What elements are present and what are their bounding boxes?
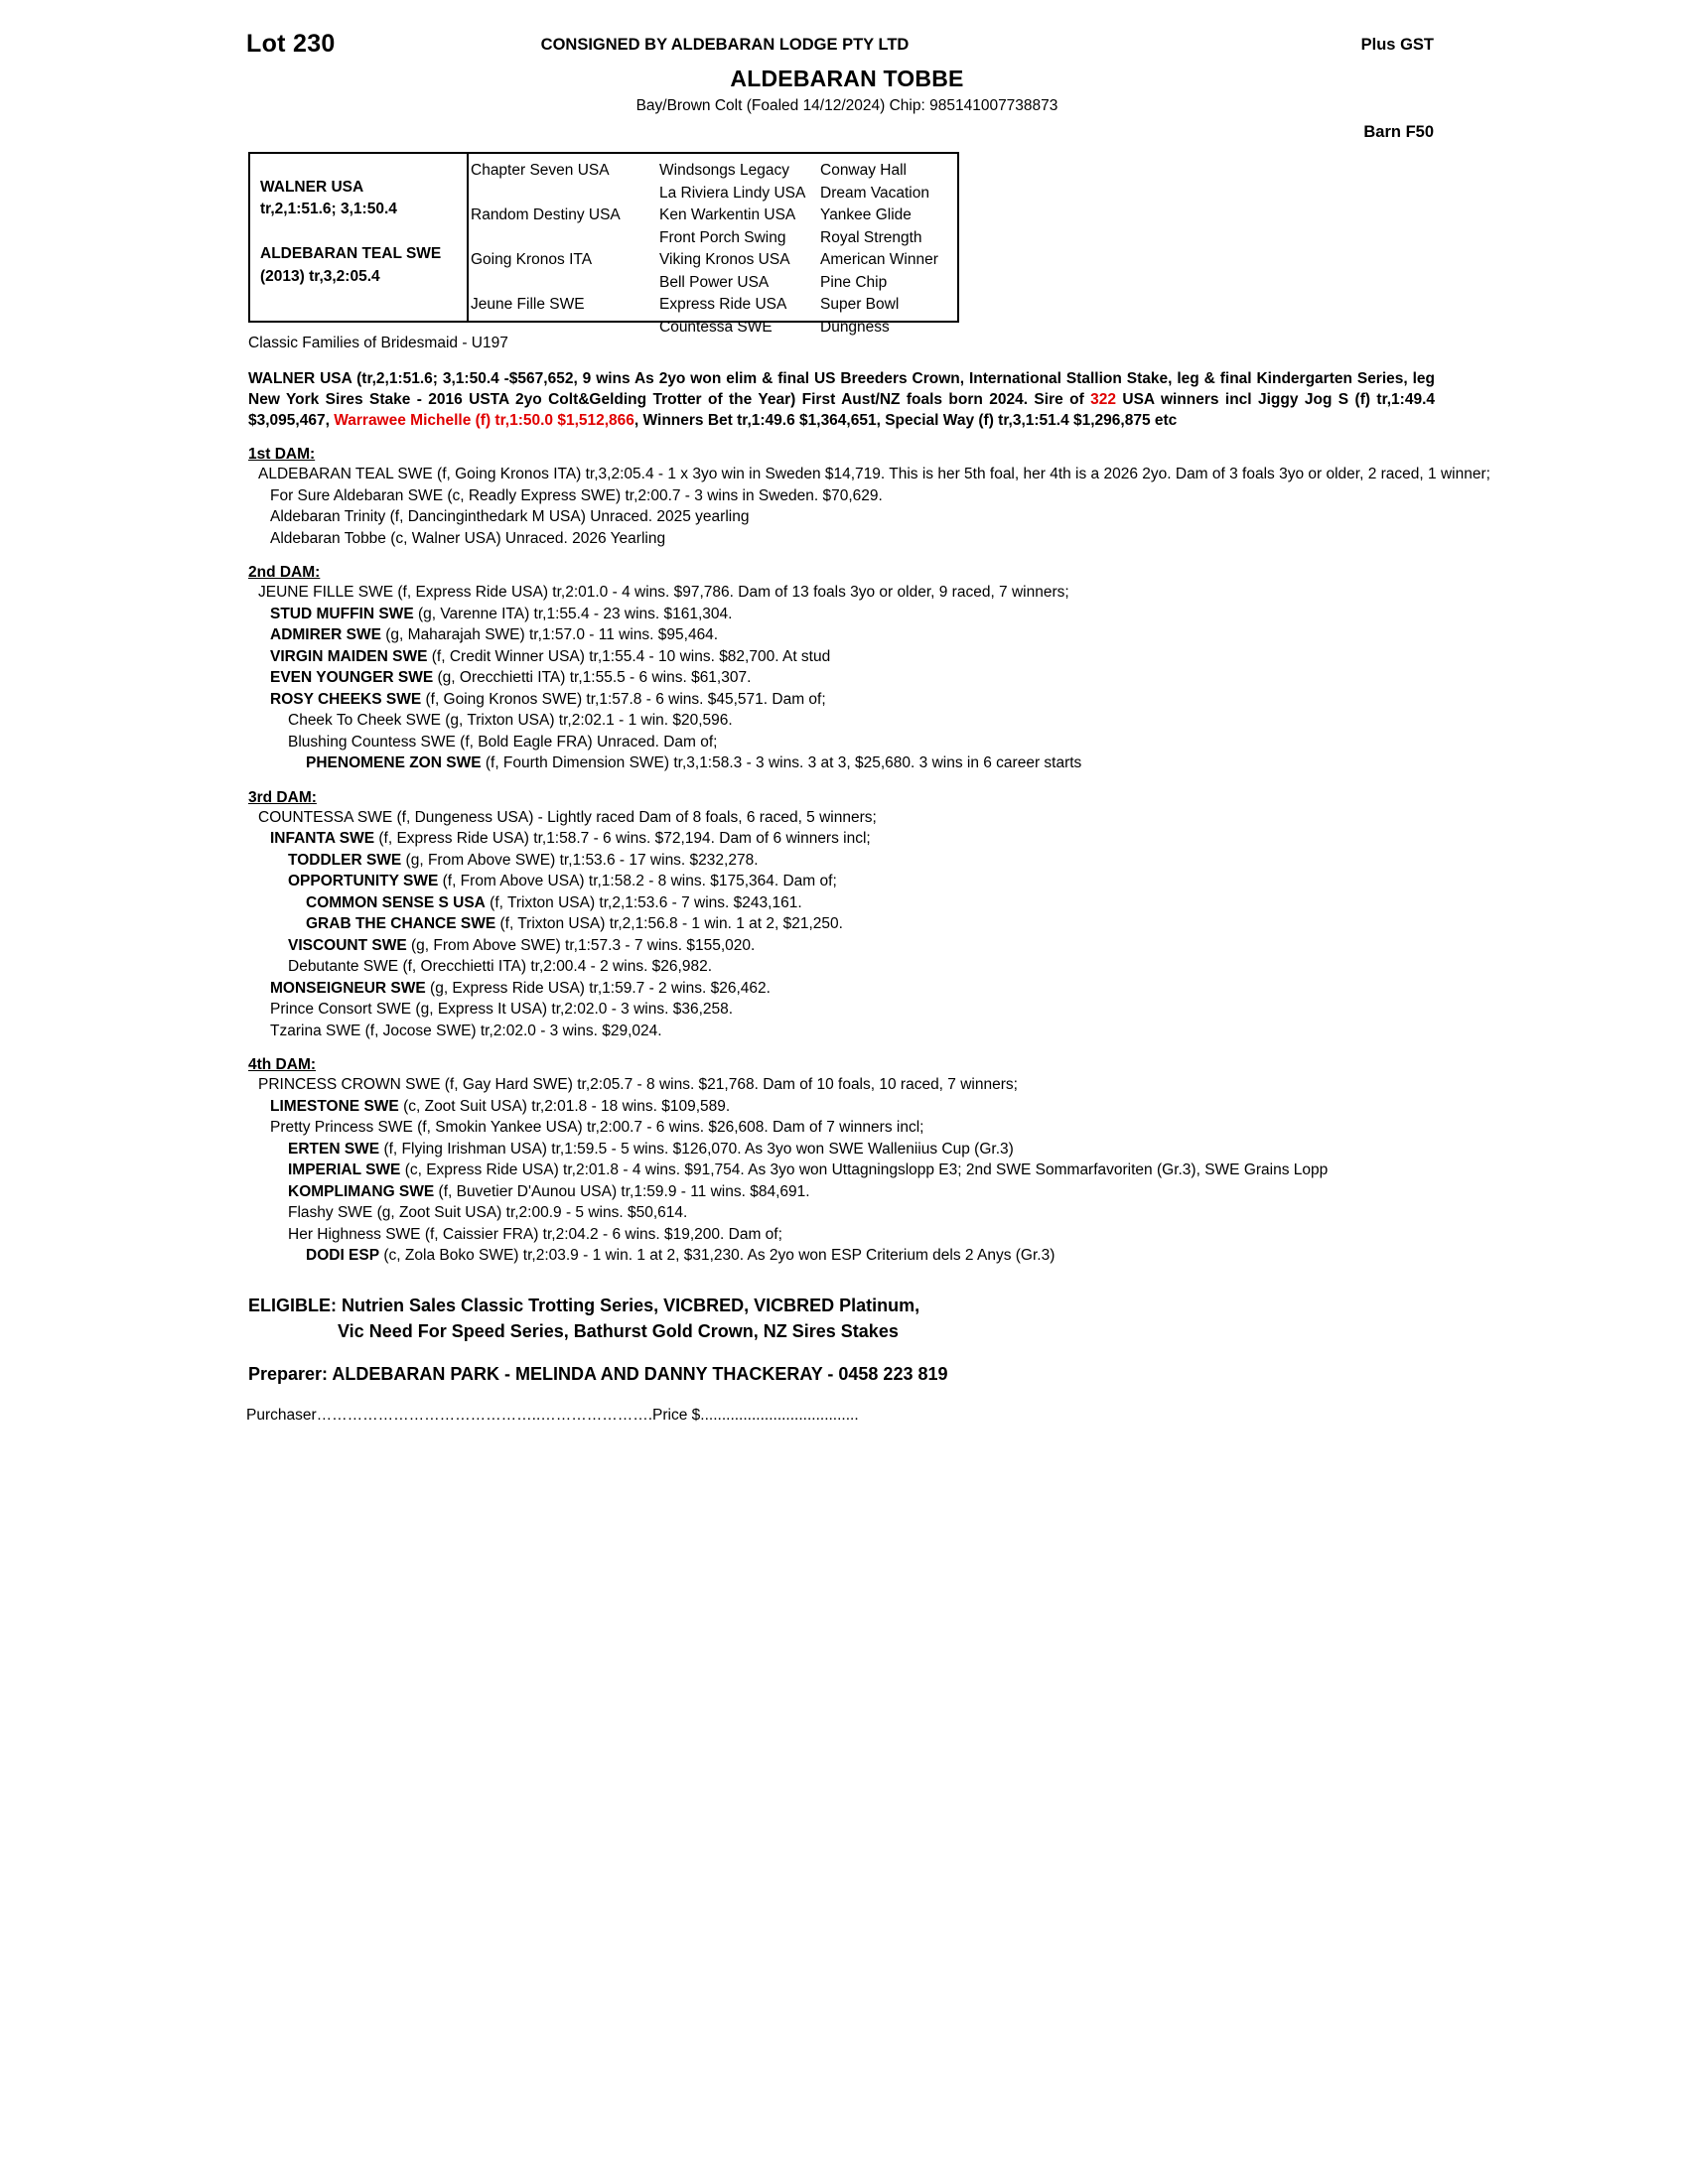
pedigree-entry-text: Flashy SWE (g, Zoot Suit USA) tr,2:00.9 - 5 wins. $50,614. bbox=[288, 1204, 688, 1221]
pedigree-entry bbox=[248, 1181, 1475, 1203]
pedigree-entry bbox=[248, 1117, 1457, 1139]
pedigree-entry-text: (f, Flying Irishman USA) tr,1:59.5 - 5 wins. $126,070. As 3yo won SWE Walleniius Cup (Gr.3) bbox=[379, 1140, 1014, 1158]
pedigree-entry-text: (f, Credit Winner USA) tr,1:55.4 - 10 wins. $82,700. At stud bbox=[427, 647, 831, 665]
pedigree-entry bbox=[248, 604, 1457, 625]
pedigree-entry-name: ERTEN SWE bbox=[288, 1140, 380, 1158]
pedigree-entry-text: Pretty Princess SWE (f, Smokin Yankee USA) tr,2:00.7 - 6 wins. $26,608. Dam of 7 winners incl; bbox=[270, 1119, 924, 1136]
purchaser-line: Purchaser……………………………………..………………….Price $..................................... bbox=[246, 1406, 859, 1424]
pedigree-entry bbox=[248, 582, 1494, 604]
pedigree-entry bbox=[248, 752, 1544, 774]
pedigree-entry bbox=[248, 1021, 1457, 1042]
pedigree-entry bbox=[248, 1245, 1544, 1267]
pedigree-entry-text: (f, From Above USA) tr,1:58.2 - 8 wins. $175,364. Dam of; bbox=[438, 873, 837, 889]
pedigree-entry-text: Tzarina SWE (f, Jocose SWE) tr,2:02.0 - 3 wins. $29,024. bbox=[270, 1022, 662, 1039]
pedigree-entry-name: DODI ESP bbox=[306, 1247, 380, 1264]
pedigree-entry-name: COMMON SENSE S USA bbox=[306, 893, 486, 911]
pedigree-gggp-1: Conway Hall bbox=[820, 162, 908, 179]
pedigree-entry bbox=[248, 732, 1475, 753]
pedigree-ggp-8: Countessa SWE bbox=[659, 318, 773, 336]
pedigree-gggp-6: Pine Chip bbox=[820, 273, 888, 291]
pedigree-entry bbox=[248, 485, 1457, 507]
eligible-line-1: ELIGIBLE: Nutrien Sales Classic Trotting Series, VICBRED, VICBRED Platinum, bbox=[248, 1295, 920, 1315]
pedigree-entry-name: TODDLER SWE bbox=[288, 851, 402, 869]
pedigree-ggp-2: La Riviera Lindy USA bbox=[659, 184, 806, 202]
classic-families-line: Classic Families of Bridesmaid - U197 bbox=[248, 335, 508, 351]
sire-para-part1: WALNER USA (tr,2,1:51.6; 3,1:50.4 -$567,652, 9 wins As 2yo won elim & final US Breeders Crown, International Stallion Stake, leg & final Kindergarten Series, leg New York Sires Stake - 2016 USTA 2yo Colt&Gelding Trotter of the Year) First Aust/NZ foals born 2024. Sire of bbox=[248, 370, 1435, 408]
pedigree-entry-text: Aldebaran Trinity (f, Dancinginthedark M USA) Unraced. 2025 yearling bbox=[270, 508, 750, 525]
pedigree-entry-name: STUD MUFFIN SWE bbox=[270, 605, 414, 622]
pedigree-entry-text: (g, Maharajah SWE) tr,1:57.0 - 11 wins. $95,464. bbox=[380, 626, 719, 643]
plus-gst-label: Plus GST bbox=[1360, 36, 1434, 54]
pedigree-entry-text: (g, Express Ride USA) tr,1:59.7 - 2 wins. $26,462. bbox=[425, 979, 771, 997]
pedigree-entry-text: Prince Consort SWE (g, Express It USA) tr,2:02.0 - 3 wins. $36,258. bbox=[270, 1001, 734, 1018]
consignor-line: CONSIGNED BY ALDEBARAN LODGE PTY LTD bbox=[540, 36, 910, 54]
pedigree-entry-text: (f, Buvetier D'Aunou USA) tr,1:59.9 - 11 wins. $84,691. bbox=[434, 1182, 810, 1200]
pedigree-entry bbox=[248, 464, 1494, 485]
pedigree-entry-name: OPPORTUNITY SWE bbox=[288, 873, 439, 889]
pedigree-gggp-7: Super Bowl bbox=[820, 296, 900, 313]
pedigree-entry-name: ADMIRER SWE bbox=[270, 626, 381, 643]
pedigree-entry bbox=[248, 528, 1457, 550]
pedigree-entry-name: VIRGIN MAIDEN SWE bbox=[270, 647, 428, 665]
pedigree-col-great-grandparents bbox=[659, 154, 820, 336]
sire-paragraph bbox=[248, 368, 1435, 431]
pedigree-entry-text: (g, From Above SWE) tr,1:57.3 - 7 wins. $155,020. bbox=[406, 936, 756, 954]
pedigree-entry-text: (f, Trixton USA) tr,2,1:56.8 - 1 win. 1 at 2, $21,250. bbox=[495, 915, 843, 932]
dam-name: ALDEBARAN TEAL SWE bbox=[260, 245, 442, 262]
dam-heading: 3rd DAM: bbox=[248, 788, 317, 806]
eligible-line-2: Vic Need For Speed Series, Bathurst Gold Crown, NZ Sires Stakes bbox=[338, 1320, 899, 1341]
dam-heading: 2nd DAM: bbox=[248, 564, 321, 581]
horse-name: ALDEBARAN TOBBE bbox=[730, 66, 964, 91]
horse-description: Bay/Brown Colt (Foaled 14/12/2024) Chip: 985141007738873 bbox=[635, 97, 1058, 114]
pedigree-col-gg-grandparents bbox=[820, 154, 959, 336]
pedigree-entry bbox=[248, 807, 1494, 829]
pedigree-ggp-6: Bell Power USA bbox=[659, 273, 770, 291]
pedigree-gp-3: Going Kronos ITA bbox=[471, 251, 593, 268]
pedigree-entry bbox=[248, 850, 1475, 872]
pedigree-entry-text: JEUNE FILLE SWE (f, Express Ride USA) tr,2:01.0 - 4 wins. $97,786. Dam of 13 foals 3yo or older, 9 raced, 7 winners; bbox=[258, 584, 1069, 601]
pedigree-entry-name: VISCOUNT SWE bbox=[288, 936, 407, 954]
pedigree-entry-text: (f, Express Ride USA) tr,1:58.7 - 6 wins. $72,194. Dam of 6 winners incl; bbox=[374, 830, 871, 847]
pedigree-entry-text: (c, Zoot Suit USA) tr,2:01.8 - 18 wins. $109,589. bbox=[398, 1097, 731, 1115]
pedigree-gp-4: Jeune Fille SWE bbox=[471, 296, 585, 313]
pedigree-entry-name: MONSEIGNEUR SWE bbox=[270, 979, 426, 997]
pedigree-ggp-1: Windsongs Legacy bbox=[659, 162, 789, 179]
pedigree-ggp-7: Express Ride USA bbox=[659, 296, 787, 313]
pedigree-entry-text: PRINCESS CROWN SWE (f, Gay Hard SWE) tr,2:05.7 - 8 wins. $21,768. Dam of 10 foals, 10 raced, 7 winners; bbox=[258, 1076, 1018, 1093]
pedigree-entry-name: GRAB THE CHANCE SWE bbox=[306, 915, 496, 932]
sire-para-count: 322 bbox=[1090, 391, 1117, 408]
sire-name: WALNER USA bbox=[260, 178, 364, 196]
pedigree-entry-text: COUNTESSA SWE (f, Dungeness USA) - Lightly raced Dam of 8 foals, 6 raced, 5 winners; bbox=[258, 808, 877, 826]
pedigree-entry-text: (g, Varenne ITA) tr,1:55.4 - 23 wins. $161,304. bbox=[413, 605, 733, 622]
pedigree-entry-text: (c, Express Ride USA) tr,2:01.8 - 4 wins. $91,754. As 3yo won Uttagningslopp E3; 2nd SWE Sommarfavoriten (Gr.3), SWE Grains Lopp bbox=[400, 1161, 1329, 1178]
pedigree-entry-text: Blushing Countess SWE (f, Bold Eagle FRA) Unraced. Dam of; bbox=[288, 733, 718, 751]
pedigree-entry-text: (f, Fourth Dimension SWE) tr,3,1:58.3 - 3 wins. 3 at 3, $25,680. 3 wins in 6 career starts bbox=[481, 754, 1082, 771]
pedigree-entry bbox=[248, 1139, 1526, 1160]
sire-para-highlight: Warrawee Michelle (f) tr,1:50.0 $1,512,866 bbox=[334, 412, 634, 429]
pedigree-entry-name: KOMPLIMANG SWE bbox=[288, 1182, 435, 1200]
pedigree-entry-text: (g, Orecchietti ITA) tr,1:55.5 - 6 wins. $61,307. bbox=[433, 669, 752, 686]
sire-para-part2: USA winners incl Jiggy Jog S (f) tr,1:49.4 $3,095,467, bbox=[248, 391, 1435, 429]
pedigree-ggp-5: Viking Kronos USA bbox=[659, 251, 790, 268]
pedigree-entry bbox=[248, 646, 1457, 668]
pedigree-entry bbox=[248, 999, 1457, 1021]
pedigree-entry-text: (f, Going Kronos SWE) tr,1:57.8 - 6 wins. $45,571. Dam of; bbox=[421, 690, 826, 708]
barn-label: Barn F50 bbox=[1363, 123, 1434, 141]
pedigree-entry bbox=[248, 935, 1475, 957]
header-row bbox=[246, 30, 1448, 60]
pedigree-entry-text: (f, Trixton USA) tr,2,1:53.6 - 7 wins. $243,161. bbox=[485, 893, 802, 911]
pedigree-entry-text: Cheek To Cheek SWE (g, Trixton USA) tr,2:02.1 - 1 win. $20,596. bbox=[288, 712, 733, 729]
pedigree-entry bbox=[248, 506, 1457, 528]
pedigree-gggp-3: Yankee Glide bbox=[820, 206, 912, 223]
dam-heading: 1st DAM: bbox=[248, 446, 316, 463]
pedigree-ggp-4: Front Porch Swing bbox=[659, 228, 786, 246]
sire-record: tr,2,1:51.6; 3,1:50.4 bbox=[260, 201, 397, 217]
pedigree-entry bbox=[248, 913, 1492, 935]
pedigree-entry-name: EVEN YOUNGER SWE bbox=[270, 669, 434, 686]
preparer-line: Preparer: ALDEBARAN PARK - MELINDA AND DANNY THACKERAY - 0458 223 819 bbox=[248, 1363, 948, 1384]
pedigree-entry bbox=[248, 1074, 1494, 1096]
dam-sections bbox=[246, 446, 1490, 1267]
pedigree-gp-1: Chapter Seven USA bbox=[471, 162, 610, 179]
pedigree-entry-name: IMPERIAL SWE bbox=[288, 1161, 401, 1178]
dam-heading: 4th DAM: bbox=[248, 1056, 317, 1073]
pedigree-entry bbox=[248, 892, 1492, 914]
pedigree-entry bbox=[248, 956, 1475, 978]
pedigree-entry-text: (c, Zola Boko SWE) tr,2:03.9 - 1 win. 1 at 2, $31,230. As 2yo won ESP Criterium dels 2 Anys (Gr.3) bbox=[379, 1247, 1055, 1264]
pedigree-ggp-3: Ken Warkentin USA bbox=[659, 206, 796, 223]
pedigree-entry bbox=[248, 828, 1457, 850]
pedigree-entry-text: Debutante SWE (f, Orecchietti ITA) tr,2:00.4 - 2 wins. $26,982. bbox=[288, 958, 713, 975]
pedigree-entry bbox=[248, 689, 1457, 711]
pedigree-entry bbox=[248, 1202, 1475, 1224]
pedigree-entry-name: INFANTA SWE bbox=[270, 830, 375, 847]
pedigree-entry bbox=[248, 978, 1457, 1000]
pedigree-gggp-4: Royal Strength bbox=[820, 228, 922, 246]
lot-number: Lot 230 bbox=[246, 30, 336, 58]
pedigree-gp-2: Random Destiny USA bbox=[471, 206, 621, 223]
pedigree-entry-name: PHENOMENE ZON SWE bbox=[306, 754, 482, 771]
pedigree-entry-text: For Sure Aldebaran SWE (c, Readly Express SWE) tr,2:00.7 - 3 wins in Sweden. $70,629. bbox=[270, 486, 883, 504]
pedigree-table bbox=[248, 152, 959, 336]
catalogue-sheet bbox=[246, 30, 1490, 1425]
pedigree-entry-text: Her Highness SWE (f, Caissier FRA) tr,2:04.2 - 6 wins. $19,200. Dam of; bbox=[288, 1225, 782, 1243]
pedigree-entry bbox=[248, 1160, 1526, 1181]
pedigree-col-parents bbox=[260, 154, 471, 321]
pedigree-col-grandparents bbox=[471, 154, 659, 321]
pedigree-entry-name: ROSY CHEEKS SWE bbox=[270, 690, 422, 708]
pedigree-entry bbox=[248, 624, 1457, 646]
pedigree-entry bbox=[248, 667, 1457, 689]
pedigree-entry-text: (g, From Above SWE) tr,1:53.6 - 17 wins. $232,278. bbox=[401, 851, 759, 869]
pedigree-gggp-2: Dream Vacation bbox=[820, 184, 929, 202]
sire-para-part3: , Winners Bet tr,1:49.6 $1,364,651, Special Way (f) tr,3,1:51.4 $1,296,875 etc bbox=[633, 412, 1178, 429]
pedigree-entry bbox=[248, 871, 1475, 892]
dam-record: (2013) tr,3,2:05.4 bbox=[260, 267, 380, 285]
pedigree-gggp-8: Dungness bbox=[820, 318, 890, 336]
pedigree-entry-text: ALDEBARAN TEAL SWE (f, Going Kronos ITA) tr,3,2:05.4 - 1 x 3yo win in Sweden $14,719. This is her 5th foal, her 4th is a 2026 2yo. Dam of 3 foals 3yo or older, 2 raced, 1 winner; bbox=[258, 466, 1490, 482]
pedigree-entry-name: LIMESTONE SWE bbox=[270, 1097, 399, 1115]
pedigree-entry bbox=[248, 1224, 1475, 1246]
pedigree-entry bbox=[248, 1096, 1457, 1118]
eligible-block bbox=[248, 1293, 1448, 1344]
pedigree-gggp-5: American Winner bbox=[820, 251, 938, 268]
pedigree-entry-text: Aldebaran Tobbe (c, Walner USA) Unraced. 2026 Yearling bbox=[270, 529, 666, 547]
pedigree-entry bbox=[248, 710, 1475, 732]
